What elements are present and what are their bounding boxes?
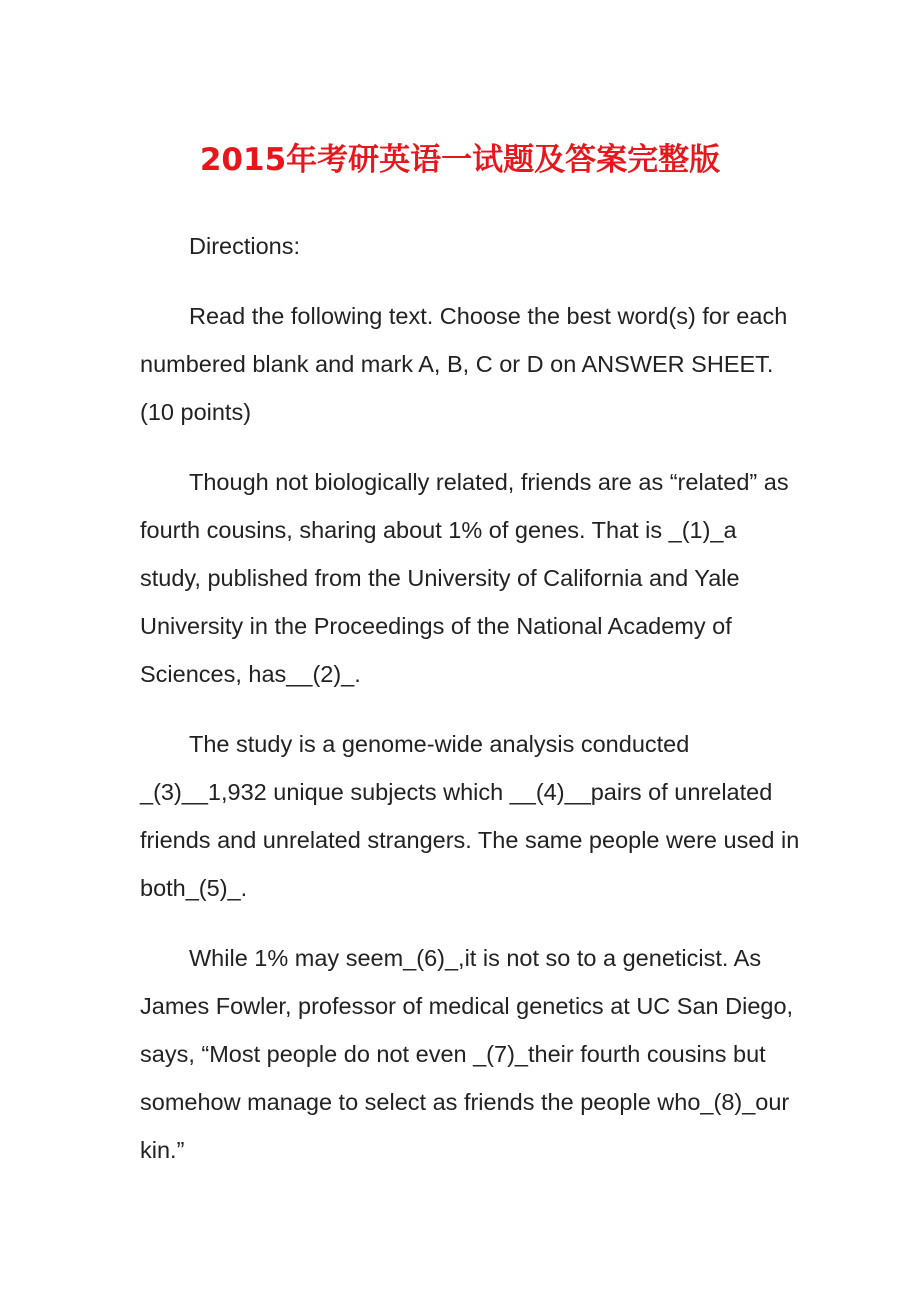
directions-heading: Directions: bbox=[189, 233, 301, 259]
document-title: 2015年考研英语一试题及答案完整版 bbox=[199, 142, 721, 178]
instructions-paragraph: Read the following text. Choose the best word(s) for each numbered blank and mark A, B, C or D on ANSWER SHEET. (10 points) bbox=[140, 303, 788, 425]
document-body bbox=[140, 222, 800, 1196]
passage-paragraph-2: The study is a genome-wide analysis conducted _(3)__1,932 unique subjects which __(4)__pairs of unrelated friends and unrelated strangers. The same people were used in both_(5)_. bbox=[140, 731, 800, 901]
passage-paragraph-3: While 1% may seem_(6)_,it is not so to a geneticist. As James Fowler, professor of medical genetics at UC San Diego, says, “Most people do not even _(7)_their fourth cousins but somehow manage to select as friends the people who_(8)_our kin.” bbox=[140, 945, 794, 1163]
passage-paragraph-1: Though not biologically related, friends are as “related” as fourth cousins, sharing about 1% of genes. That is _(1)_a study, published from the University of California and Yale University in the Proceedings of the National Academy of Sciences, has__(2)_. bbox=[140, 469, 789, 687]
